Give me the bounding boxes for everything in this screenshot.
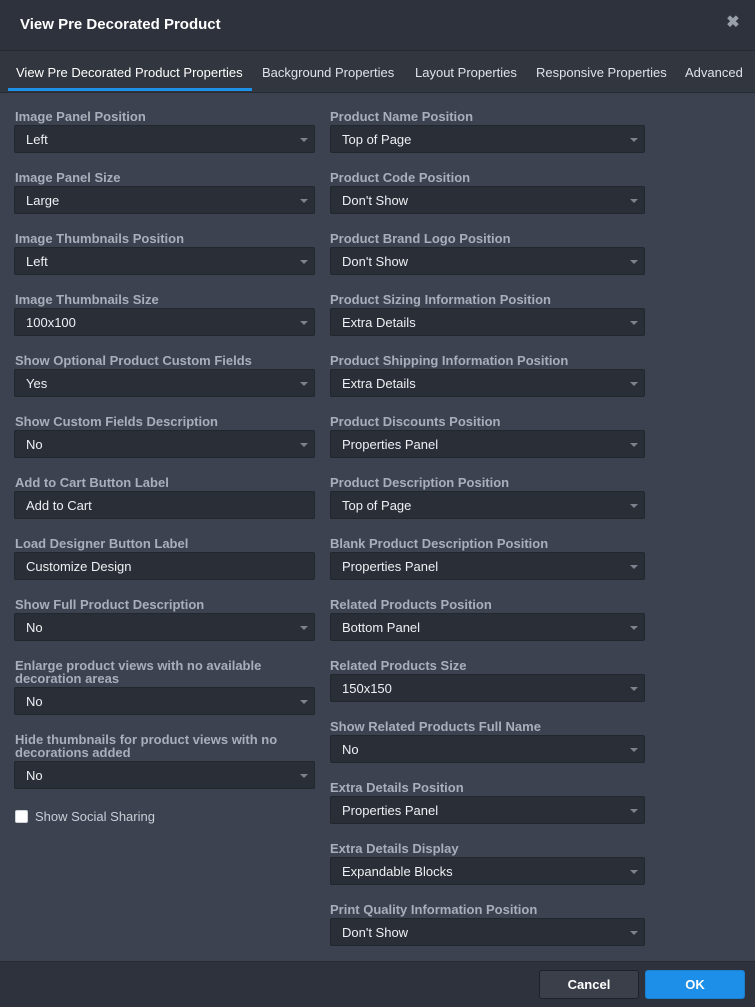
product-brand-logo-position-select[interactable]: [330, 247, 645, 275]
chevron-down-icon: [630, 565, 638, 569]
chevron-down-icon: [630, 809, 638, 813]
chevron-down-icon: [630, 931, 638, 935]
chevron-down-icon: [630, 504, 638, 508]
field-label: Image Thumbnails Position: [15, 231, 185, 246]
image-thumbnails-size-select[interactable]: [14, 308, 315, 336]
field-label: Image Thumbnails Size: [15, 292, 159, 307]
show-social-sharing-checkbox[interactable]: [15, 810, 28, 823]
select-value: No: [26, 437, 43, 452]
field-label: Extra Details Position: [330, 780, 464, 795]
select-value: Properties Panel: [342, 803, 439, 818]
select-value: Extra Details: [342, 376, 416, 391]
field-label: Add to Cart Button Label: [15, 475, 169, 490]
chevron-down-icon: [630, 687, 638, 691]
print-quality-position-select[interactable]: [330, 918, 645, 946]
cancel-button[interactable]: Cancel: [539, 970, 639, 999]
field-label: Product Name Position: [330, 109, 474, 124]
related-products-size-select[interactable]: [330, 674, 645, 702]
extra-details-display-select[interactable]: [330, 857, 645, 885]
related-products-full-name-select[interactable]: [330, 735, 645, 763]
product-description-position-select[interactable]: [330, 491, 645, 519]
field-label: Image Panel Position: [15, 109, 146, 124]
image-panel-size-select[interactable]: [14, 186, 315, 214]
select-value: Bottom Panel: [342, 620, 421, 635]
select-value: No: [26, 694, 43, 709]
load-designer-label-input[interactable]: Customize Design: [14, 552, 315, 580]
select-value: Top of Page: [342, 132, 412, 147]
field-label: Show Optional Product Custom Fields: [15, 353, 252, 368]
chevron-down-icon: [300, 626, 308, 630]
chevron-down-icon: [300, 382, 308, 386]
chevron-down-icon: [300, 443, 308, 447]
dialog-footer: [0, 961, 755, 1007]
enlarge-product-views-select[interactable]: [14, 687, 315, 715]
image-panel-position-select[interactable]: [14, 125, 315, 153]
chevron-down-icon: [630, 443, 638, 447]
select-value: Yes: [26, 376, 48, 391]
chevron-down-icon: [630, 199, 638, 203]
tab-background-properties[interactable]: Background Properties: [262, 65, 395, 80]
dialog-title: View Pre Decorated Product: [20, 16, 221, 33]
select-value: Top of Page: [342, 498, 412, 513]
field-label: Show Custom Fields Description: [15, 414, 218, 429]
select-value: No: [342, 742, 359, 757]
chevron-down-icon: [630, 321, 638, 325]
field-label: Product Sizing Information Position: [330, 292, 551, 307]
tab-responsive-properties[interactable]: Responsive Properties: [536, 65, 667, 80]
product-discounts-position-select[interactable]: [330, 430, 645, 458]
tab-advanced[interactable]: Advanced: [685, 65, 743, 80]
select-value: Don't Show: [342, 925, 409, 940]
product-code-position-select[interactable]: [330, 186, 645, 214]
chevron-down-icon: [630, 626, 638, 630]
tab-view-pre-decorated-product-properties[interactable]: View Pre Decorated Product Properties: [16, 65, 243, 80]
chevron-down-icon: [300, 260, 308, 264]
chevron-down-icon: [300, 774, 308, 778]
tab-bar: [0, 51, 755, 93]
select-value: Left: [26, 132, 48, 147]
chevron-down-icon: [300, 321, 308, 325]
select-value: Left: [26, 254, 48, 269]
show-custom-fields-description-select[interactable]: [14, 430, 315, 458]
field-label: Product Discounts Position: [330, 414, 501, 429]
select-value: Don't Show: [342, 193, 409, 208]
chevron-down-icon: [300, 138, 308, 142]
field-label: Product Shipping Information Position: [330, 353, 569, 368]
field-label: Load Designer Button Label: [15, 536, 189, 551]
select-value: Expandable Blocks: [342, 864, 453, 879]
related-products-position-select[interactable]: [330, 613, 645, 641]
field-label: Image Panel Size: [15, 170, 121, 185]
product-sizing-position-select[interactable]: [330, 308, 645, 336]
add-to-cart-label-input[interactable]: Add to Cart: [14, 491, 315, 519]
field-label: Product Brand Logo Position: [330, 231, 511, 246]
chevron-down-icon: [630, 748, 638, 752]
field-label: Extra Details Display: [330, 841, 459, 856]
chevron-down-icon: [630, 138, 638, 142]
chevron-down-icon: [630, 870, 638, 874]
field-label: Show Related Products Full Name: [330, 719, 541, 734]
show-social-sharing-label[interactable]: Show Social Sharing: [35, 809, 155, 824]
field-label: Product Code Position: [330, 170, 471, 185]
field-label: Hide thumbnails for product views with no decorations added: [15, 732, 278, 760]
select-value: No: [26, 768, 43, 783]
field-label: Related Products Position: [330, 597, 492, 612]
select-value: Properties Panel: [342, 559, 439, 574]
product-name-position-select[interactable]: [330, 125, 645, 153]
select-value: Don't Show: [342, 254, 409, 269]
ok-button[interactable]: OK: [645, 970, 745, 999]
tab-layout-properties[interactable]: Layout Properties: [415, 65, 517, 80]
select-value: 150x150: [342, 681, 392, 696]
field-label: Enlarge product views with no available decoration areas: [15, 658, 262, 686]
product-shipping-position-select[interactable]: [330, 369, 645, 397]
image-thumbnails-position-select[interactable]: [14, 247, 315, 275]
show-full-description-select[interactable]: [14, 613, 315, 641]
select-value: No: [26, 620, 43, 635]
field-label: Show Full Product Description: [15, 597, 205, 612]
hide-thumbnails-select[interactable]: [14, 761, 315, 789]
field-label: Print Quality Information Position: [330, 902, 538, 917]
active-tab-indicator: [8, 88, 252, 91]
field-label: Blank Product Description Position: [330, 536, 549, 551]
chevron-down-icon: [300, 199, 308, 203]
close-icon[interactable]: ✖: [726, 14, 740, 31]
select-value: Extra Details: [342, 315, 416, 330]
chevron-down-icon: [630, 260, 638, 264]
extra-details-position-select[interactable]: [330, 796, 645, 824]
field-label: Related Products Size: [330, 658, 467, 673]
blank-description-position-select[interactable]: [330, 552, 645, 580]
select-value: 100x100: [26, 315, 76, 330]
chevron-down-icon: [630, 382, 638, 386]
select-value: Large: [26, 193, 60, 208]
show-optional-custom-fields-select[interactable]: [14, 369, 315, 397]
field-label: Product Description Position: [330, 475, 510, 490]
select-value: Properties Panel: [342, 437, 439, 452]
chevron-down-icon: [300, 700, 308, 704]
dialog-titlebar: [0, 0, 755, 51]
